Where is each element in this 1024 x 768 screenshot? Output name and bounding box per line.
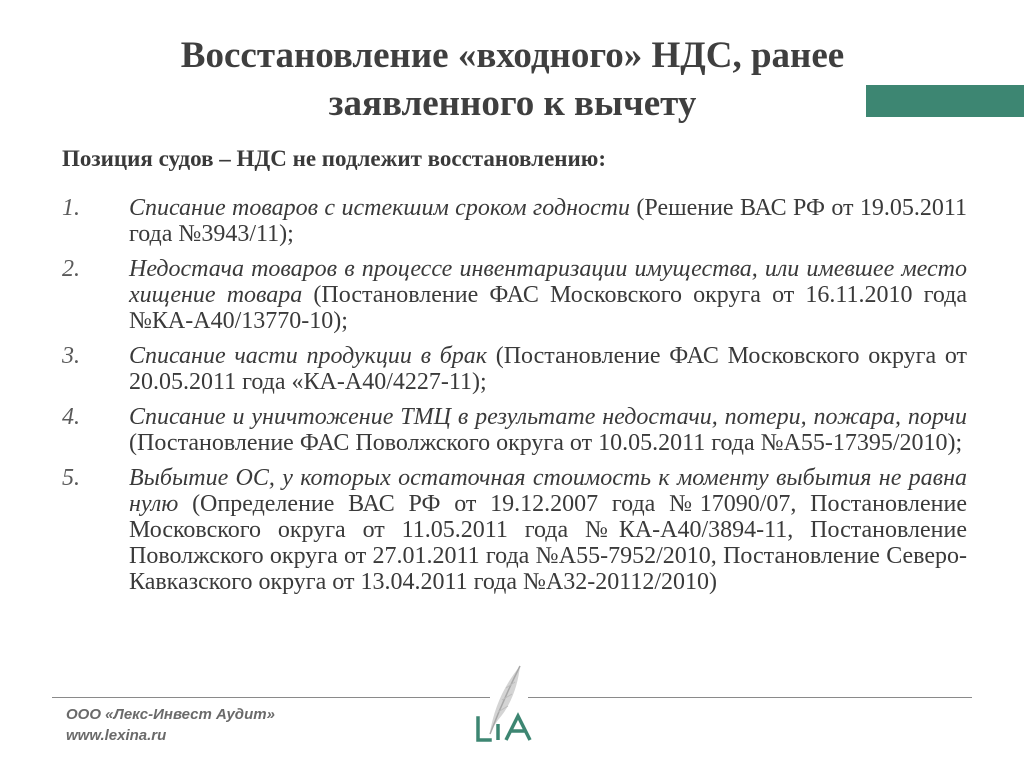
list-item-italic-text: Списание товаров с истекшим сроком годности [129, 195, 631, 221]
slide-title [90, 32, 935, 128]
footer-divider-right [528, 697, 972, 698]
list-item-reference-text: (Постановление ФАС Московского округа от 16.11.2010 года №КА-А40/13770-10); [129, 282, 967, 334]
list-item-number: 2. [62, 256, 80, 282]
list-item [62, 195, 967, 247]
logo-letter-l [478, 718, 490, 740]
lia-logo [468, 660, 540, 748]
list-item-number: 4. [62, 404, 80, 430]
list-item-reference-text: (Определение ВАС РФ от 19.12.2007 года №17090/07, Постановление Московского округа от 11.05.2011 года №КА-А40/3894-11, Постановление Поволжского округа от 27.01.2011 года №А55-7952/2010, Постановление Северо-Кавказского округа от 13.04.2011 года №А32-20112/2010) [129, 491, 967, 595]
list-item-italic-text: Списание и уничтожение ТМЦ в результате недостачи, потери, пожара, порчи [129, 404, 967, 430]
list-item-reference-text: (Решение ВАС РФ от 19.05.2011 года №3943/11); [129, 195, 967, 247]
list-item-number: 3. [62, 343, 80, 369]
slide-title-line-2: заявленного к вычету [328, 83, 697, 124]
footer-divider-left [52, 697, 490, 698]
list-item-italic-text: Списание части продукции в брак [129, 343, 488, 369]
list-item-reference-text: (Постановление ФАС Московского округа от 20.05.2011 года «КА-А40/4227-11); [129, 343, 968, 395]
list-item [62, 465, 967, 595]
accent-bar [866, 85, 1024, 117]
list-item-number: 1. [62, 195, 80, 221]
logo-letter-a [506, 716, 530, 740]
list-item [62, 343, 967, 395]
list-item-reference-text: (Постановление ФАС Поволжского округа от 10.05.2011 года №А55-17395/2010); [129, 430, 963, 456]
list-item-italic-text: Недостача товаров в процессе инвентаризации имущества, или имевшее место хищение товара [129, 256, 967, 308]
company-name: ООО «Лекс-Инвест Аудит» [66, 706, 275, 723]
section-subheading: Позиция судов – НДС не подлежит восстановлению: [62, 146, 607, 171]
court-positions-list [62, 195, 967, 604]
list-item-number: 5. [62, 465, 80, 491]
list-item [62, 404, 967, 456]
list-item-italic-text: Выбытие ОС, у которых остаточная стоимость к моменту выбытия не равна нулю [129, 465, 967, 517]
slide-title-line-1: Восстановление «входного» НДС, ранее [180, 35, 845, 76]
company-website: www.lexina.ru [66, 727, 167, 744]
list-item [62, 256, 967, 334]
